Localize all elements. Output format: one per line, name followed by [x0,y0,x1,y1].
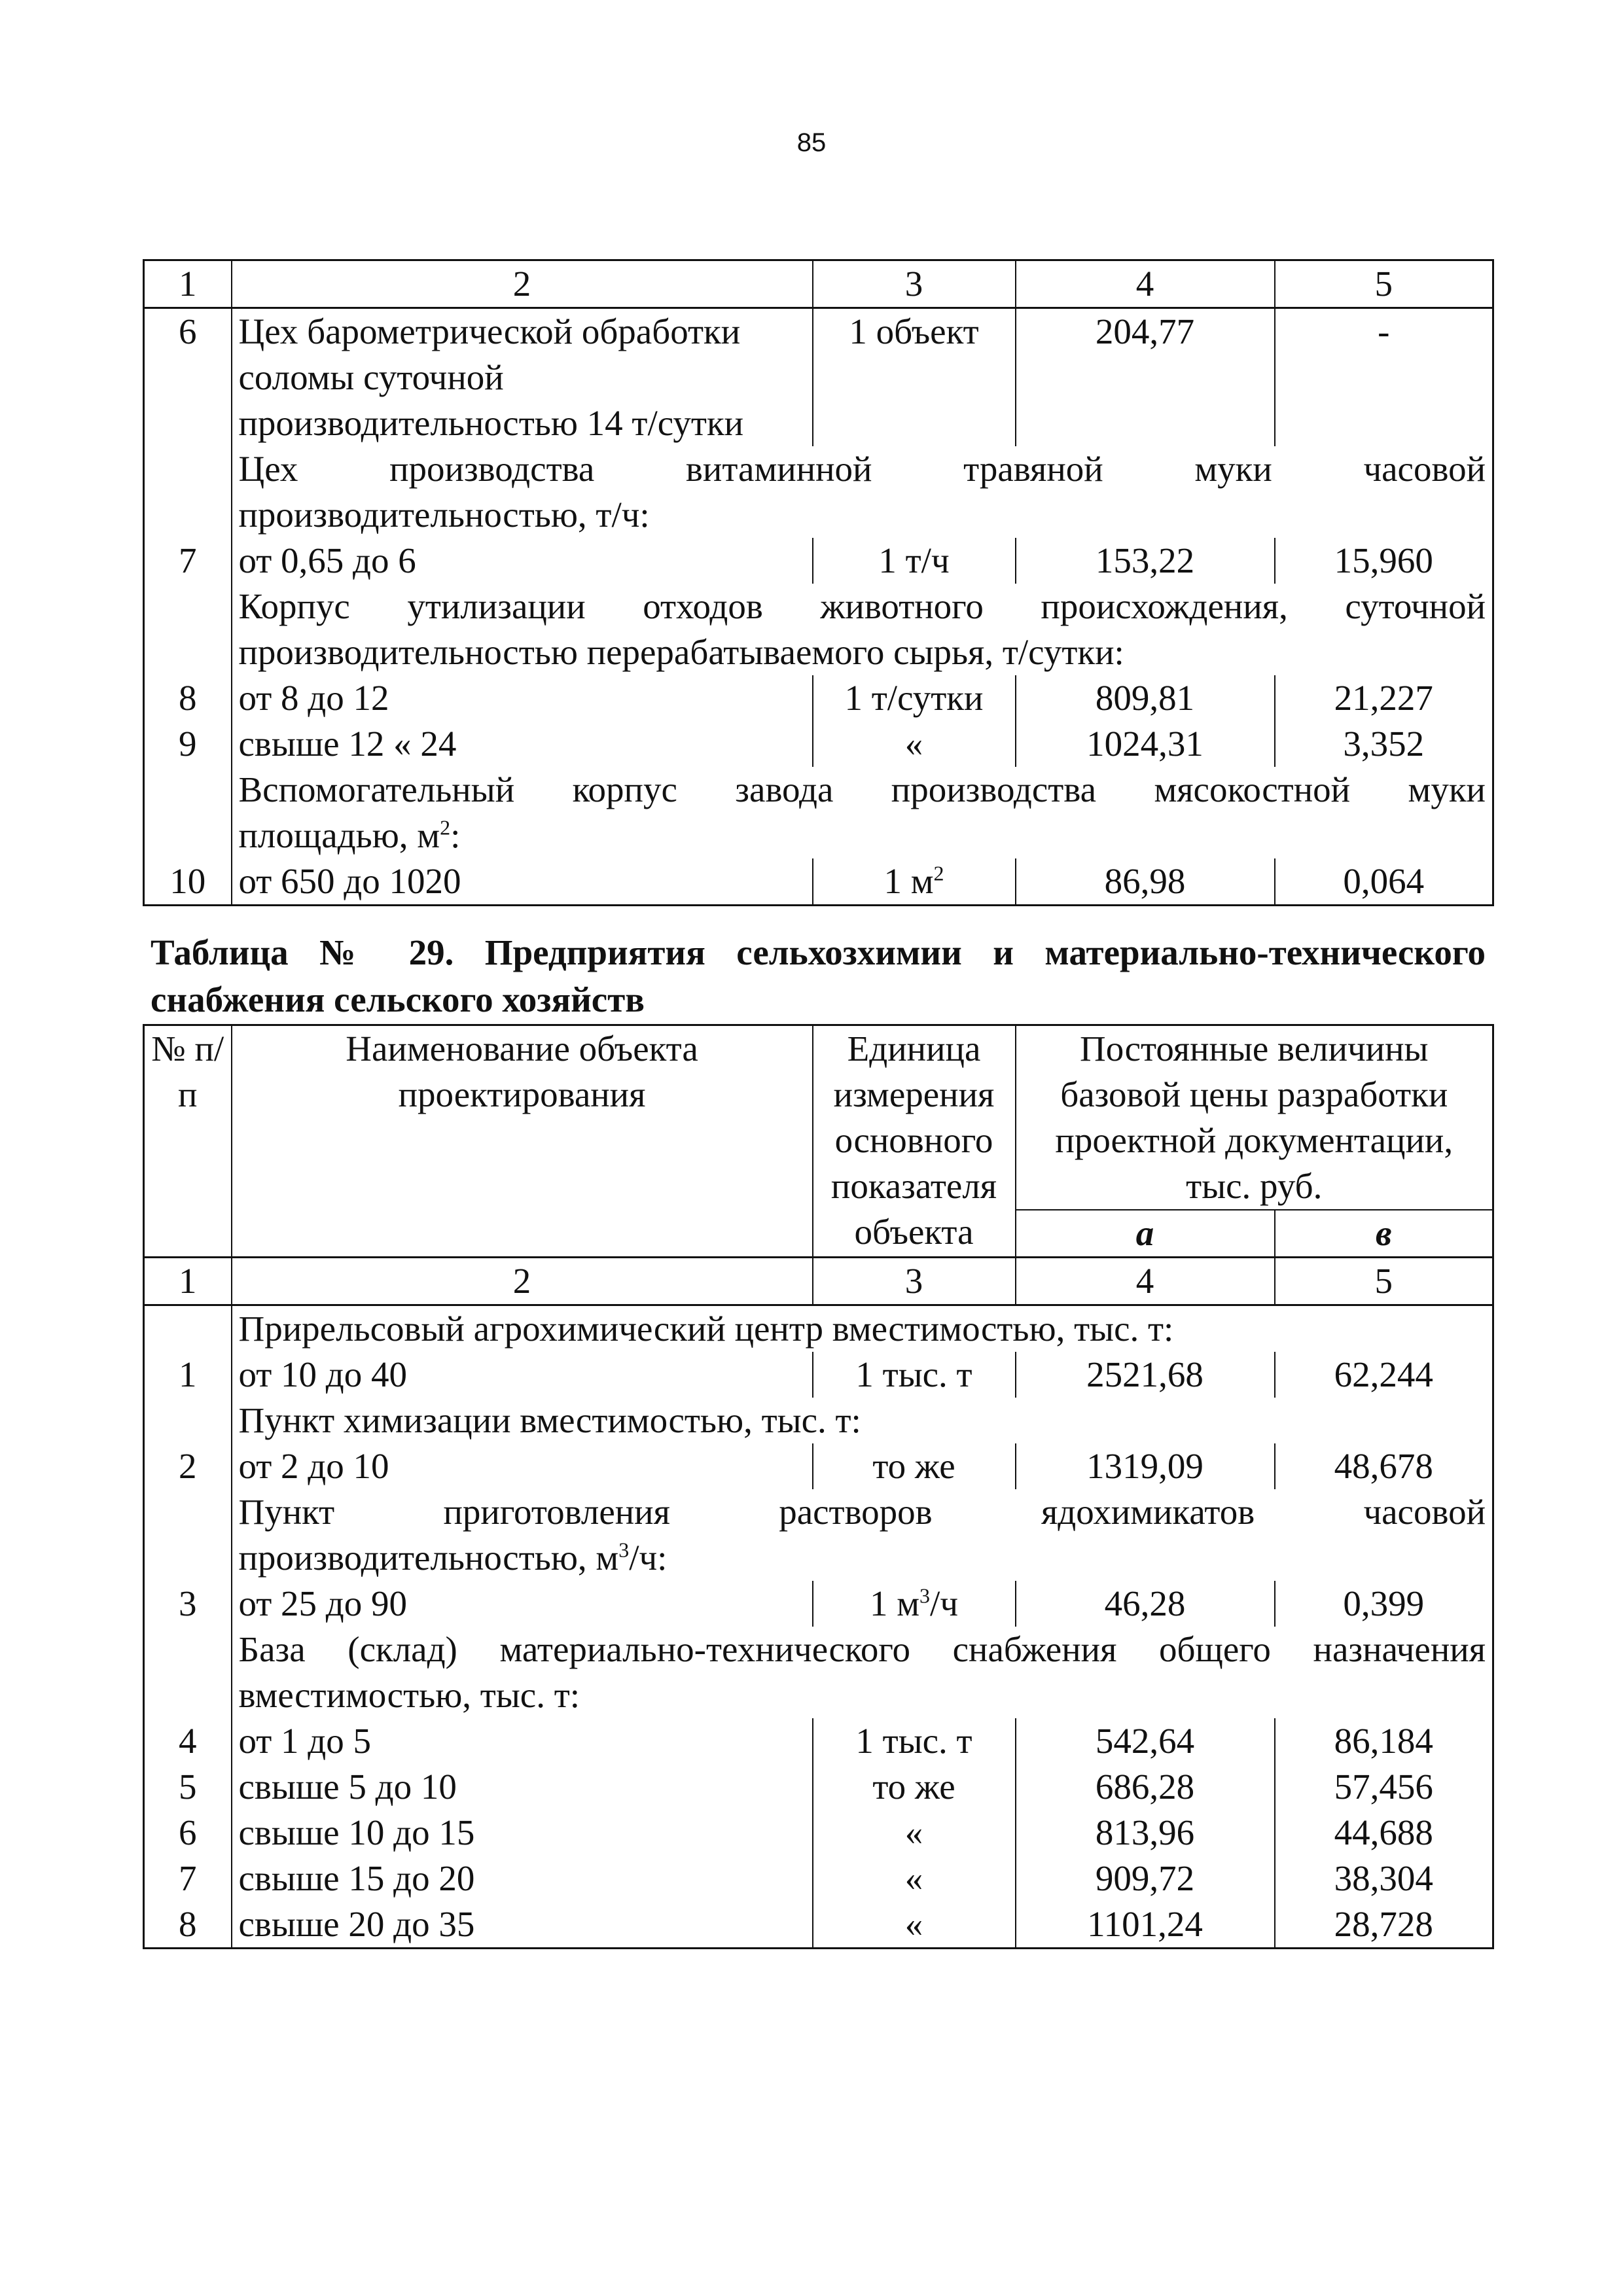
col-header: 5 [1275,260,1493,308]
table-row [144,721,1493,767]
section-heading-line [239,813,1486,858]
row-number: 7 [144,1856,232,1901]
table-row [144,308,1493,447]
table-row [144,1443,1493,1489]
row-value-a: 153,22 [1016,538,1275,584]
row-value-a: 1101,24 [1016,1901,1275,1949]
row-unit: 1 тыс. т [813,1352,1016,1398]
row-number: 3 [144,1489,232,1627]
row-number: 4 [144,1627,232,1764]
row-value-b: 38,304 [1275,1856,1493,1901]
row-number: 6 [144,308,232,447]
section-heading-row [144,446,1493,538]
row-number: 2 [144,1398,232,1489]
section-heading [232,446,1493,538]
table-29 [143,1024,1494,1949]
superscript: 3 [919,1583,931,1608]
row-value-b: 0,399 [1275,1581,1493,1627]
row-value-a: 686,28 [1016,1764,1275,1810]
table-header-row [144,260,1493,308]
section-heading-line: Цех производства витаминной травяной муки часовой [238,449,1486,489]
section-heading-line [239,1535,1486,1581]
row-name: от 650 до 1020 [232,858,813,906]
section-heading-line: Корпус утилизации отходов животного происхождения, суточной [238,586,1486,626]
row-value-b: 0,064 [1275,858,1493,906]
table-header-row [144,1025,1493,1210]
row-number: 9 [144,721,232,767]
section-text: /ч: [629,1538,668,1578]
col-number: 1 [144,1258,232,1305]
row-unit [813,1581,1016,1627]
section-heading-line: производительностью перерабатываемого сырья, т/сутки: [238,632,1124,672]
row-name-line: производительностью 14 т/сутки [238,403,744,443]
col-header: 3 [813,260,1016,308]
row-name: свыше 12 « 24 [232,721,813,767]
col-header: 2 [232,260,813,308]
table-row [144,1718,1493,1764]
col-number: 4 [1016,1258,1275,1305]
table-row [144,1352,1493,1398]
header-name: Наименование объекта проектирования [232,1025,813,1258]
row-name: свыше 10 до 15 [232,1810,813,1856]
section-heading-line: вместимостью, тыс. т: [238,1675,580,1715]
row-value-b: - [1275,308,1493,447]
section-text: производительностью, м [238,1538,619,1578]
row-name-line: соломы суточной [238,357,504,397]
row-value-a: 46,28 [1016,1581,1275,1627]
row-name: от 1 до 5 [232,1718,813,1764]
table-row [144,1856,1493,1901]
row-unit: 1 объект [813,308,1016,447]
row-value-a: 809,81 [1016,675,1275,721]
row-unit [813,858,1016,906]
row-number: 10 [144,767,232,906]
row-value-a: 86,98 [1016,858,1275,906]
row-name: от 10 до 40 [232,1352,813,1398]
table-row [144,1764,1493,1810]
unit-text: 1 м [869,1583,920,1623]
row-name: свыше 15 до 20 [232,1856,813,1901]
section-heading: Прирельсовый агрохимический центр вместимостью, тыс. т: [232,1305,1493,1352]
row-value-b: 62,244 [1275,1352,1493,1398]
row-unit: 1 т/сутки [813,675,1016,721]
col-number: 2 [232,1258,813,1305]
header-b: в [1275,1210,1493,1258]
section-heading-line: производительностью, т/ч: [238,495,650,535]
header-number: № п/п [144,1025,232,1258]
superscript: 2 [440,815,451,839]
header-constants: Постоянные величины базовой цены разработки проектной документации, тыс. руб. [1016,1025,1493,1210]
row-number: 8 [144,584,232,721]
row-value-b: 48,678 [1275,1443,1493,1489]
row-number: 1 [144,1305,232,1398]
row-unit: 1 тыс. т [813,1718,1016,1764]
row-name: от 0,65 до 6 [232,538,813,584]
row-value-b: 21,227 [1275,675,1493,721]
table-row [144,1581,1493,1627]
table-row [144,1901,1493,1949]
section-text: : [450,815,461,855]
row-value-b: 57,456 [1275,1764,1493,1810]
row-number: 6 [144,1810,232,1856]
row-unit: « [813,1901,1016,1949]
row-value-a: 2521,68 [1016,1352,1275,1398]
row-value-b: 44,688 [1275,1810,1493,1856]
col-number: 3 [813,1258,1016,1305]
header-unit: Единица измерения основного показателя объекта [813,1025,1016,1258]
row-value-a: 909,72 [1016,1856,1275,1901]
section-heading [232,767,1493,858]
section-heading-row [144,584,1493,675]
row-name: от 8 до 12 [232,675,813,721]
row-value-a: 813,96 [1016,1810,1275,1856]
col-number: 5 [1275,1258,1493,1305]
row-value-a: 1024,31 [1016,721,1275,767]
section-heading-row [144,1305,1493,1352]
table-row [144,858,1493,906]
section-heading-row [144,1627,1493,1718]
section-heading: Пункт химизации вместимостью, тыс. т: [232,1398,1493,1443]
page-number: 85 [796,128,827,157]
section-heading-line: Пункт приготовления растворов ядохимикатов часовой [238,1492,1486,1532]
row-unit: 1 т/ч [813,538,1016,584]
section-text: площадью, м [238,815,440,855]
table-row [144,538,1493,584]
table-continuation [143,259,1494,906]
row-value-a: 1319,09 [1016,1443,1275,1489]
row-value-b: 86,184 [1275,1718,1493,1764]
section-heading-row [144,1489,1493,1581]
row-value-a: 204,77 [1016,308,1275,447]
section-heading-row [144,767,1493,858]
row-value-b: 3,352 [1275,721,1493,767]
superscript: 2 [933,861,944,885]
row-number: 5 [144,1764,232,1810]
section-heading-line: База (склад) материально-технического снабжения общего назначения [238,1629,1486,1669]
column-number-row [144,1258,1493,1305]
row-unit: то же [813,1764,1016,1810]
table-title: Таблица № 29. Предприятия сельхозхимии и материально-технического снабжения сельского хозяйств [151,932,1486,1019]
row-unit: « [813,721,1016,767]
section-heading [232,1489,1493,1581]
section-heading-row [144,1398,1493,1443]
row-unit: « [813,1856,1016,1901]
unit-text: /ч [930,1583,958,1623]
section-heading [232,1627,1493,1718]
row-number: 7 [144,446,232,584]
row-name [232,308,813,447]
row-name: свыше 20 до 35 [232,1901,813,1949]
col-header: 4 [1016,260,1275,308]
section-heading [232,584,1493,675]
row-name: свыше 5 до 10 [232,1764,813,1810]
row-name: от 25 до 90 [232,1581,813,1627]
table-row [144,675,1493,721]
row-value-b: 15,960 [1275,538,1493,584]
superscript: 3 [618,1538,630,1562]
row-unit: то же [813,1443,1016,1489]
header-a: а [1016,1210,1275,1258]
row-value-b: 28,728 [1275,1901,1493,1949]
row-name-line: Цех барометрической обработки [238,311,741,351]
row-unit: « [813,1810,1016,1856]
table-row [144,1810,1493,1856]
row-value-a: 542,64 [1016,1718,1275,1764]
row-name: от 2 до 10 [232,1443,813,1489]
row-number: 8 [144,1901,232,1949]
col-header: 1 [144,260,232,308]
section-heading-line: Вспомогательный корпус завода производства мясокостной муки [238,769,1486,809]
unit-text: 1 м [883,861,934,901]
